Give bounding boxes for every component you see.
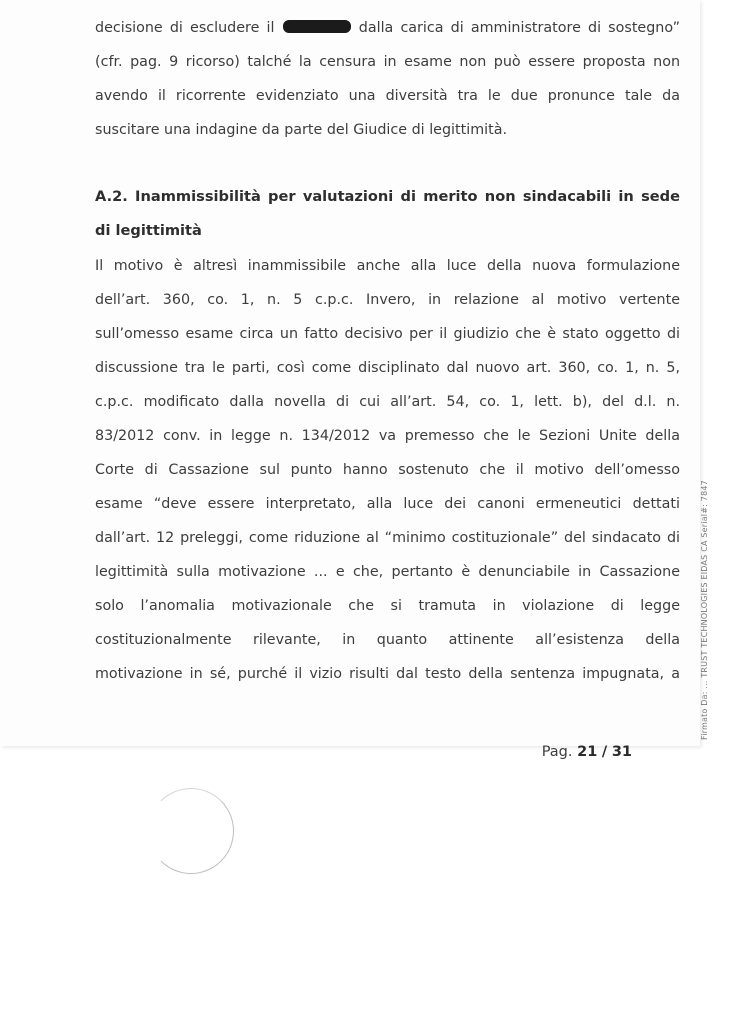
- paragraph-line: costituzionalmente rilevante, in quanto attinente all’esistenza della: [95, 632, 680, 648]
- signature-stamp: Firmato Da: ... TRUST TECHNOLOGIES EIDAS CA Serial#: 7847: [700, 480, 709, 740]
- paragraph-line: dall’art. 12 preleggi, come riduzione al “minimo costituzionale” del sindacato di: [95, 530, 680, 546]
- paragraph-line: legittimità sulla motivazione ... e che, pertanto è denunciabile in Cassazione: [95, 564, 680, 580]
- text-segment: dalla carica di amministratore di sostegno”: [358, 20, 680, 36]
- section-heading: A.2. Inammissibilità per valutazioni di merito non sindacabili in sede: [95, 188, 680, 205]
- scan-artifact-circle: [148, 788, 234, 874]
- page-number-prefix: Pag.: [541, 744, 573, 760]
- section-heading: di legittimità: [95, 222, 202, 239]
- paragraph-line: avendo il ricorrente evidenziato una diversità tra le due pronunce tale da: [95, 88, 680, 104]
- paragraph-line: dell’art. 360, co. 1, n. 5 c.p.c. Invero, in relazione al motivo vertente: [95, 292, 680, 308]
- page-number-current: 21: [577, 744, 598, 760]
- paragraph-line: suscitare una indagine da parte del Giudice di legittimità.: [95, 122, 507, 138]
- paragraph-line: (cfr. pag. 9 ricorso) talché la censura in esame non può essere proposta non: [95, 54, 680, 70]
- paragraph-line: sull’omesso esame circa un fatto decisivo per il giudizio che è stato oggetto di: [95, 326, 680, 342]
- paragraph-line: solo l’anomalia motivazionale che si tramuta in violazione di legge: [95, 598, 680, 614]
- paragraph-line: 83/2012 conv. in legge n. 134/2012 va premesso che le Sezioni Unite della: [95, 428, 680, 444]
- page-number: [542, 744, 632, 760]
- redaction-mark: [283, 20, 351, 33]
- paragraph-line: discussione tra le parti, così come disciplinato dal nuovo art. 360, co. 1, n. 5,: [95, 360, 680, 376]
- page-number-total: 31: [611, 744, 632, 760]
- paragraph-line: Corte di Cassazione sul punto hanno sostenuto che il motivo dell’omesso: [95, 462, 680, 478]
- paragraph-line: motivazione in sé, purché il vizio risulti dal testo della sentenza impugnata, a: [95, 666, 680, 682]
- paragraph-line: Il motivo è altresì inammissibile anche alla luce della nuova formulazione: [95, 258, 680, 274]
- text-segment: decisione di escludere il: [95, 20, 275, 36]
- paragraph-line: esame “deve essere interpretato, alla luce dei canoni ermeneutici dettati: [95, 496, 680, 512]
- paragraph-line: [95, 18, 680, 38]
- page-number-separator: /: [601, 744, 608, 760]
- paragraph-line: c.p.c. modificato dalla novella di cui all’art. 54, co. 1, lett. b), del d.l. n.: [95, 394, 680, 410]
